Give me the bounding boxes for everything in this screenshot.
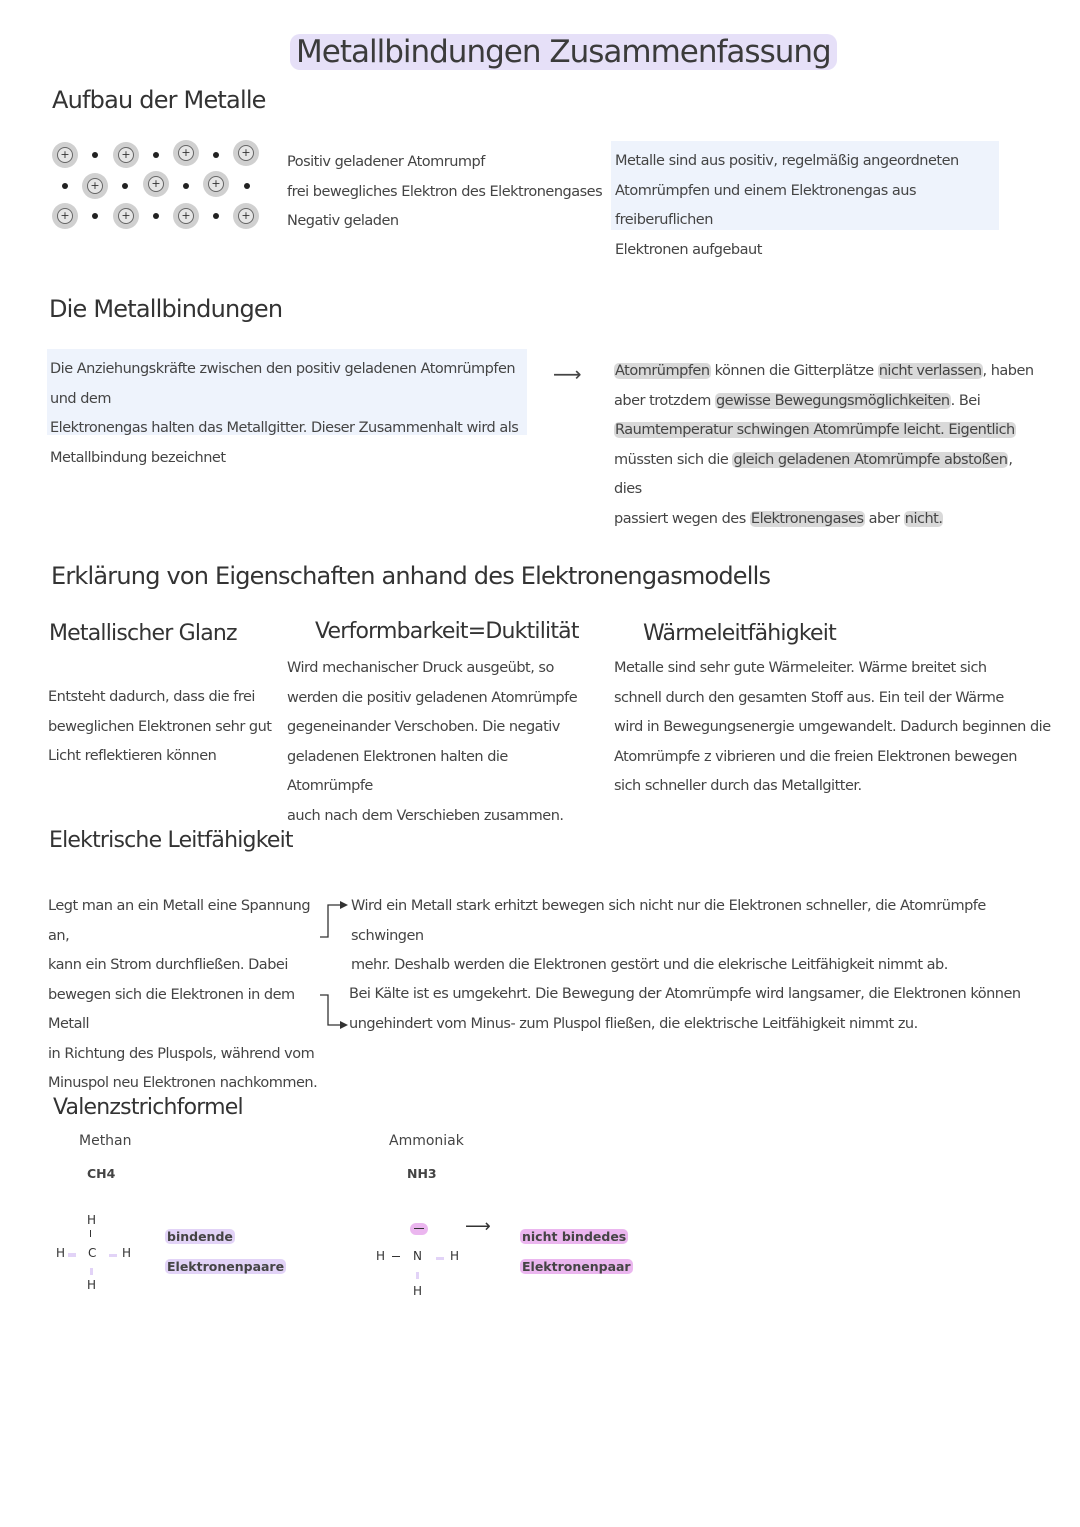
heading-waermeleitfaehigkeit: Wärmeleitfähigkeit: [643, 621, 836, 646]
lattice-legend: Positiv geladener Atomrumpf frei bewegliches Elektron des Elektronengases Negativ geladen: [287, 154, 603, 229]
verformbarkeit-text: Wird mechanischer Druck ausgeübt, so werden die positiv geladenen Atomrümpfe gegeneinander Verschoben. Die negativ geladenen Elektronen halten die Atomrümpfe auch nach dem Verschieben zusammen.: [287, 660, 578, 824]
atom-core-plus-icon: +: [233, 140, 259, 166]
bindende-elektronenpaare-label: bindende Elektronenpaare: [167, 1229, 285, 1274]
erhitzt-text: Wird ein Metall stark erhitzt bewegen sich nicht nur die Elektronen schneller, die Atomrümpfe schwingen mehr. Deshalb werden die Elektronen gestört und die elekrische Leitfähigkeit nimmt ab.: [351, 898, 986, 973]
atom-core-plus-icon: +: [233, 203, 259, 229]
ammoniak-formula: NH3: [407, 1166, 437, 1181]
atom-core-plus-icon: +: [143, 171, 169, 197]
page-title: Metallbindungen Zusammenfassung: [290, 34, 837, 70]
atom-core-plus-icon: +: [52, 142, 78, 168]
metallbindung-explanation: Atomrümpfen können die Gitterplätze nicht verlassen, haben aber trotzdem gewisse Bewegungsmöglichkeiten. Bei Raumtemperatur schwingen Atomrümpfe leicht. Eigentlich müssten sich die gleich geladenen Atomrümpfe abstoßen, dies passiert wegen des Elektronengases aber nicht.: [614, 363, 1034, 527]
atom-core-plus-icon: +: [173, 140, 199, 166]
atom-core-plus-icon: +: [113, 203, 139, 229]
heading-elektrische-leitfaehigkeit: Elektrische Leitfähigkeit: [49, 828, 293, 853]
heading-metallbindungen: Die Metallbindungen: [49, 295, 283, 323]
heading-aufbau: Aufbau der Metalle: [52, 86, 266, 114]
atom-core-plus-icon: +: [203, 171, 229, 197]
metal-lattice-diagram: [50, 140, 265, 230]
nicht-bindendes-elektronenpaar-label: nicht bindedes Elektronenpaar: [522, 1229, 631, 1274]
ammoniak-label: Ammoniak: [389, 1133, 464, 1149]
methan-formula: CH4: [87, 1166, 116, 1181]
atom-core-plus-icon: +: [173, 203, 199, 229]
atom-core-plus-icon: +: [52, 203, 78, 229]
atom-core-plus-icon: +: [113, 142, 139, 168]
heading-valenzstrichformel: Valenzstrichformel: [53, 1095, 243, 1120]
methan-structure: H H C H H: [56, 1213, 132, 1292]
heading-glanz: Metallischer Glanz: [49, 621, 237, 646]
heading-eigenschaften: Erklärung von Eigenschaften anhand des Elektronengasmodells: [51, 562, 771, 590]
heading-verformbarkeit: Verformbarkeit=Duktilität: [315, 619, 579, 644]
atom-core-plus-icon: +: [82, 173, 108, 199]
aufbau-summary-box: Metalle sind aus positiv, regelmäßig angeordneten Atomrümpfen und einem Elektronengas aus freiberuflichen Elektronen aufgebaut: [611, 141, 999, 230]
metallbindung-definition-box: Die Anziehungskräfte zwischen den positiv geladenen Atomrümpfen und dem Elektronengas halten das Metallgitter. Dieser Zusammenhalt wird als Metallbindung bezeichnet: [47, 349, 527, 435]
waermeleitfaehigkeit-text: Metalle sind sehr gute Wärmeleiter. Wärme breitet sich schnell durch den gesamten Stoff aus. Ein teil der Wärme wird in Bewegungsenergie umgewandelt. Dadurch beginnen die Atomrümpfe z vibrieren und die freien Elektronen bewegen sich schneller durch das Metallgitter.: [614, 660, 1051, 794]
arrow-right-icon: ⟶: [465, 1216, 491, 1237]
elektrisch-text: Legt man an ein Metall eine Spannung an, kann ein Strom durchfließen. Dabei bewegen sich die Elektronen in dem Metall in Richtung des Pluspols, während vom Minuspol neu Elektronen nachkommen.: [48, 898, 318, 1091]
ammoniak-structure: H N H H: [372, 1215, 472, 1300]
kaelte-text: Bei Kälte ist es umgekehrt. Die Bewegung der Atomrümpfe wird langsamer, die Elektronen können ungehindert vom Minus- zum Pluspol fließen, die elektrische Leitfähigkeit nimmt zu.: [349, 986, 1021, 1032]
arrow-right-icon: ⟶: [553, 362, 582, 386]
glanz-text: Entsteht dadurch, dass die frei beweglichen Elektronen sehr gut Licht reflektieren können: [48, 689, 272, 764]
methan-label: Methan: [79, 1133, 132, 1149]
